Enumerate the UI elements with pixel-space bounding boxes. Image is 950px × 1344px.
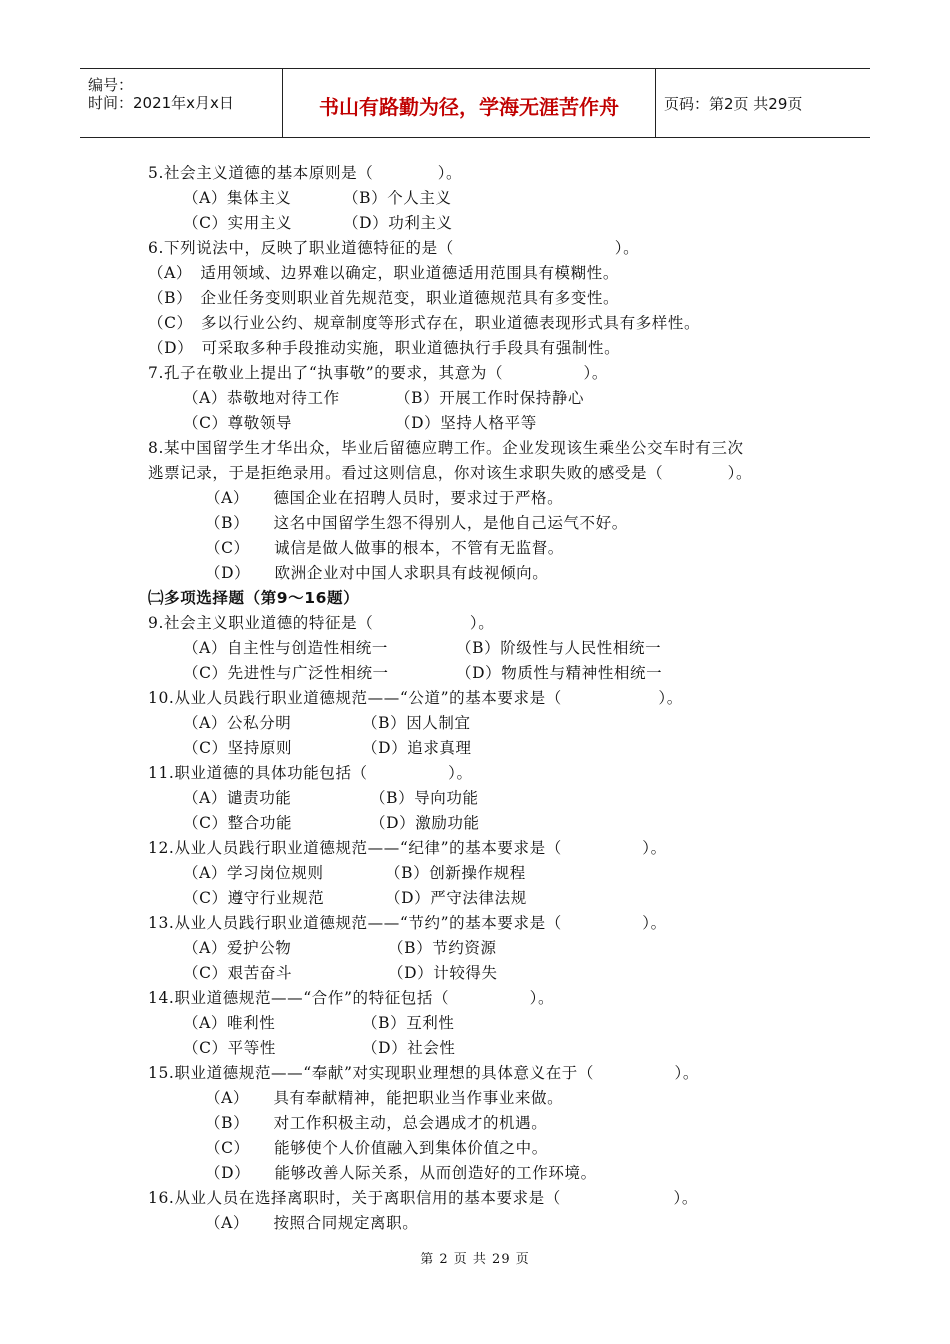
question-stem: 11.职业道德的具体功能包括（ ）。 (148, 764, 473, 782)
option: （B） 这名中国留学生怨不得别人，是他自己运气不好。 (205, 514, 628, 532)
option: （A）唯利性 (183, 1014, 276, 1032)
option: （B）阶级性与人民性相统一 (456, 639, 662, 657)
code-label: 编号： (88, 76, 134, 94)
option: （B）因人制宜 (362, 714, 471, 732)
question-stem: 6.下列说法中，反映了职业道德特征的是（ ）。 (148, 239, 640, 257)
option: （B）互利性 (362, 1014, 455, 1032)
option: （A） 按照合同规定离职。 (205, 1214, 419, 1232)
option: （C）坚持原则 (183, 739, 293, 757)
option: （C）先进性与广泛性相统一 (183, 664, 389, 682)
question-stem: 8.某中国留学生才华出众，毕业后留德应聘工作。企业发现该生乘坐公交车时有三次 (148, 439, 744, 457)
option: （A） 具有奉献精神，能把职业当作事业来做。 (205, 1089, 564, 1107)
option: （A）学习岗位规则 (183, 864, 324, 882)
option: （A）集体主义 (183, 189, 292, 207)
option: （D） 能够改善人际关系，从而创造好的工作环境。 (205, 1164, 597, 1182)
option: （A）爱护公物 (183, 939, 292, 957)
question-stem: 10.从业人员践行职业道德规范——“公道”的基本要求是（ ）。 (148, 689, 683, 707)
option: （B） 对工作积极主动，总会遇成才的机遇。 (205, 1114, 548, 1132)
option: （A）公私分明 (183, 714, 292, 732)
option: （C）实用主义 (183, 214, 293, 232)
question-stem: 16.从业人员在选择离职时，关于离职信用的基本要求是（ ）。 (148, 1189, 699, 1207)
page-footer: 第 2 页 共 29 页 (420, 1252, 530, 1267)
option: （D）社会性 (362, 1039, 456, 1057)
question-stem: 5.社会主义道德的基本原则是（ ）。 (148, 164, 463, 182)
option: （C） 诚信是做人做事的根本，不管有无监督。 (205, 539, 564, 557)
option: （C）平等性 (183, 1039, 276, 1057)
option: （D）坚持人格平等 (395, 414, 537, 432)
option: （B） 企业任务变则职业首先规范变，职业道德规范具有多变性。 (148, 289, 620, 307)
option: （D）追求真理 (362, 739, 472, 757)
date-label: 时间：2021年x月x日 (88, 94, 234, 112)
option: （D） 欧洲企业对中国人求职具有歧视倾向。 (205, 564, 549, 582)
option: （C）整合功能 (183, 814, 293, 832)
option: （A）恭敬地对待工作 (183, 389, 340, 407)
question-stem: 15.职业道德规范——“奉献”对实现职业理想的具体意义在于（ ）。 (148, 1064, 699, 1082)
question-stem: 14.职业道德规范——“合作”的特征包括（ ）。 (148, 989, 555, 1007)
option: （D）计较得失 (388, 964, 498, 982)
motto-text: 书山有路勤为径，学海无涯苦作舟 (319, 95, 619, 119)
option: （B）创新操作规程 (385, 864, 526, 882)
option: （A） 德国企业在招聘人员时，要求过于严格。 (205, 489, 564, 507)
option: （A）谴责功能 (183, 789, 292, 807)
option: （D） 可采取多种手段推动实施，职业道德执行手段具有强制性。 (148, 339, 621, 357)
option: （B）个人主义 (343, 189, 452, 207)
question-stem: 12.从业人员践行职业道德规范——“纪律”的基本要求是（ ）。 (148, 839, 667, 857)
option: （D）物质性与精神性相统一 (456, 664, 663, 682)
header-page-info (656, 69, 870, 137)
option: （B）节约资源 (388, 939, 497, 957)
option: （C）尊敬领导 (183, 414, 293, 432)
header-motto (283, 69, 656, 137)
option: （A）自主性与创造性相统一 (183, 639, 388, 657)
question-stem-continued: 逃票记录，于是拒绝录用。看过这则信息，你对该生求职失败的感受是（ ）。 (148, 464, 753, 482)
option: （C）遵守行业规范 (183, 889, 325, 907)
option: （C） 多以行业公约、规章制度等形式存在，职业道德表现形式具有多样性。 (148, 314, 701, 332)
page-header (80, 68, 870, 138)
question-stem: 13.从业人员践行职业道德规范——“节约”的基本要求是（ ）。 (148, 914, 667, 932)
option: （C） 能够使个人价值融入到集体价值之中。 (205, 1139, 548, 1157)
option: （A） 适用领域、边界难以确定，职业道德适用范围具有模糊性。 (148, 264, 619, 282)
header-meta (80, 69, 283, 137)
question-stem: 9.社会主义职业道德的特征是（ ）。 (148, 614, 495, 632)
option: （C）艰苦奋斗 (183, 964, 293, 982)
option: （D）激励功能 (370, 814, 480, 832)
option: （D）严守法律法规 (385, 889, 527, 907)
page-info-text: 页码：第2页 共29页 (664, 95, 803, 113)
section-title: ㈡多项选择题（第9～16题） (148, 589, 360, 607)
question-stem: 7.孔子在敬业上提出了“执事敬”的要求，其意为（ ）。 (148, 364, 608, 382)
option: （D）功利主义 (343, 214, 453, 232)
option: （B）导向功能 (370, 789, 479, 807)
option: （B）开展工作时保持静心 (395, 389, 585, 407)
